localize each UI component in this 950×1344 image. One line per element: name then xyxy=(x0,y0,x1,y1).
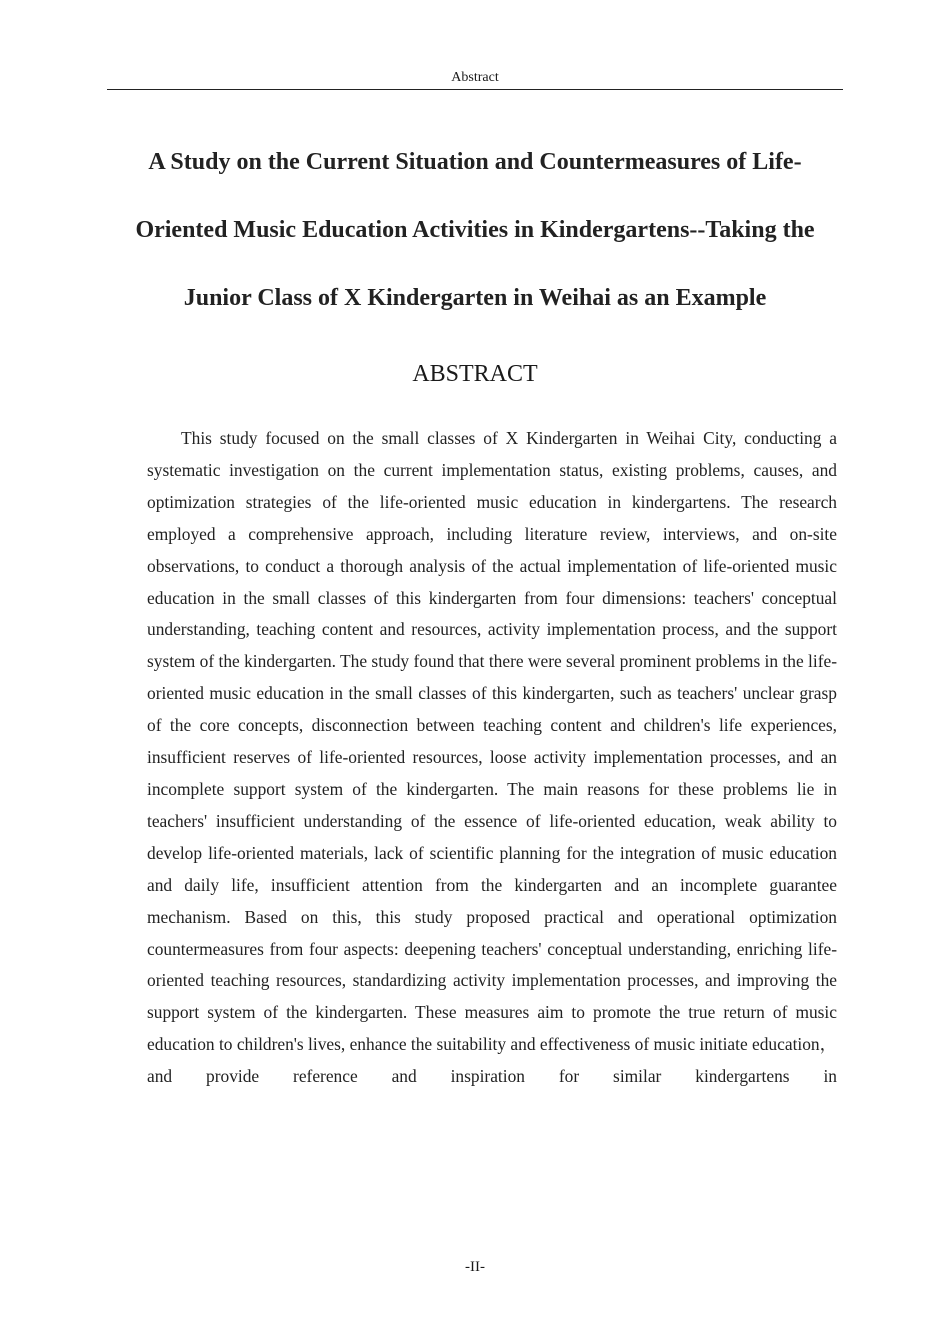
paper-title-line-1: A Study on the Current Situation and Countermeasures of Life- xyxy=(148,149,802,175)
abstract-body: This study focused on the small classes of X Kindergarten in Weihai City, conducting a systematic investigation on the current implementation status, existing problems, causes, and optimization strategies of the life-oriented music education in kindergartens. The research employed a comprehensive approach, including literature review, interviews, and on-site observations, to conduct a thorough analysis of the actual implementation of life-oriented music education in the small classes of this kindergarten from four dimensions: teachers' conceptual understanding, teaching content and resources, activity implementation process, and the support system of the kindergarten. The study found that there were several prominent problems in the life-oriented music education in the small classes of this kindergarten, such as teachers' unclear grasp of the core concepts, disconnection between teaching content and children's life experiences, insufficient reserves of life-oriented resources, loose activity implementation processes, and an incomplete support system of the kindergarten. The main reasons for these problems lie in teachers' insufficient understanding of the essence of life-oriented education, weak ability to develop life-oriented materials, lack of scientific planning for the integration of music education and daily life, insufficient attention from the kindergarten and an incomplete guarantee mechanism. Based on this, this study proposed practical and operational optimization countermeasures from four aspects: deepening teachers' conceptual understanding, enriching life-oriented teaching resources, standardizing activity implementation processes, and improving the support system of the kindergarten. These measures aim to promote the true return of music education to children's lives, enhance the suitability and effectiveness of music initiate education， and provide reference and inspiration for similar kindergartens in xyxy=(147,428,838,1087)
abstract-heading: ABSTRACT xyxy=(412,361,538,387)
paper-title-line-2: Oriented Music Education Activities in Kindergartens--Taking the xyxy=(135,217,815,243)
running-header: Abstract xyxy=(451,70,499,85)
page-number: -II- xyxy=(465,1259,485,1275)
header-divider xyxy=(107,89,843,90)
paper-title-line-3: Junior Class of X Kindergarten in Weihai as an Example xyxy=(183,285,767,311)
paper-title xyxy=(100,128,850,332)
